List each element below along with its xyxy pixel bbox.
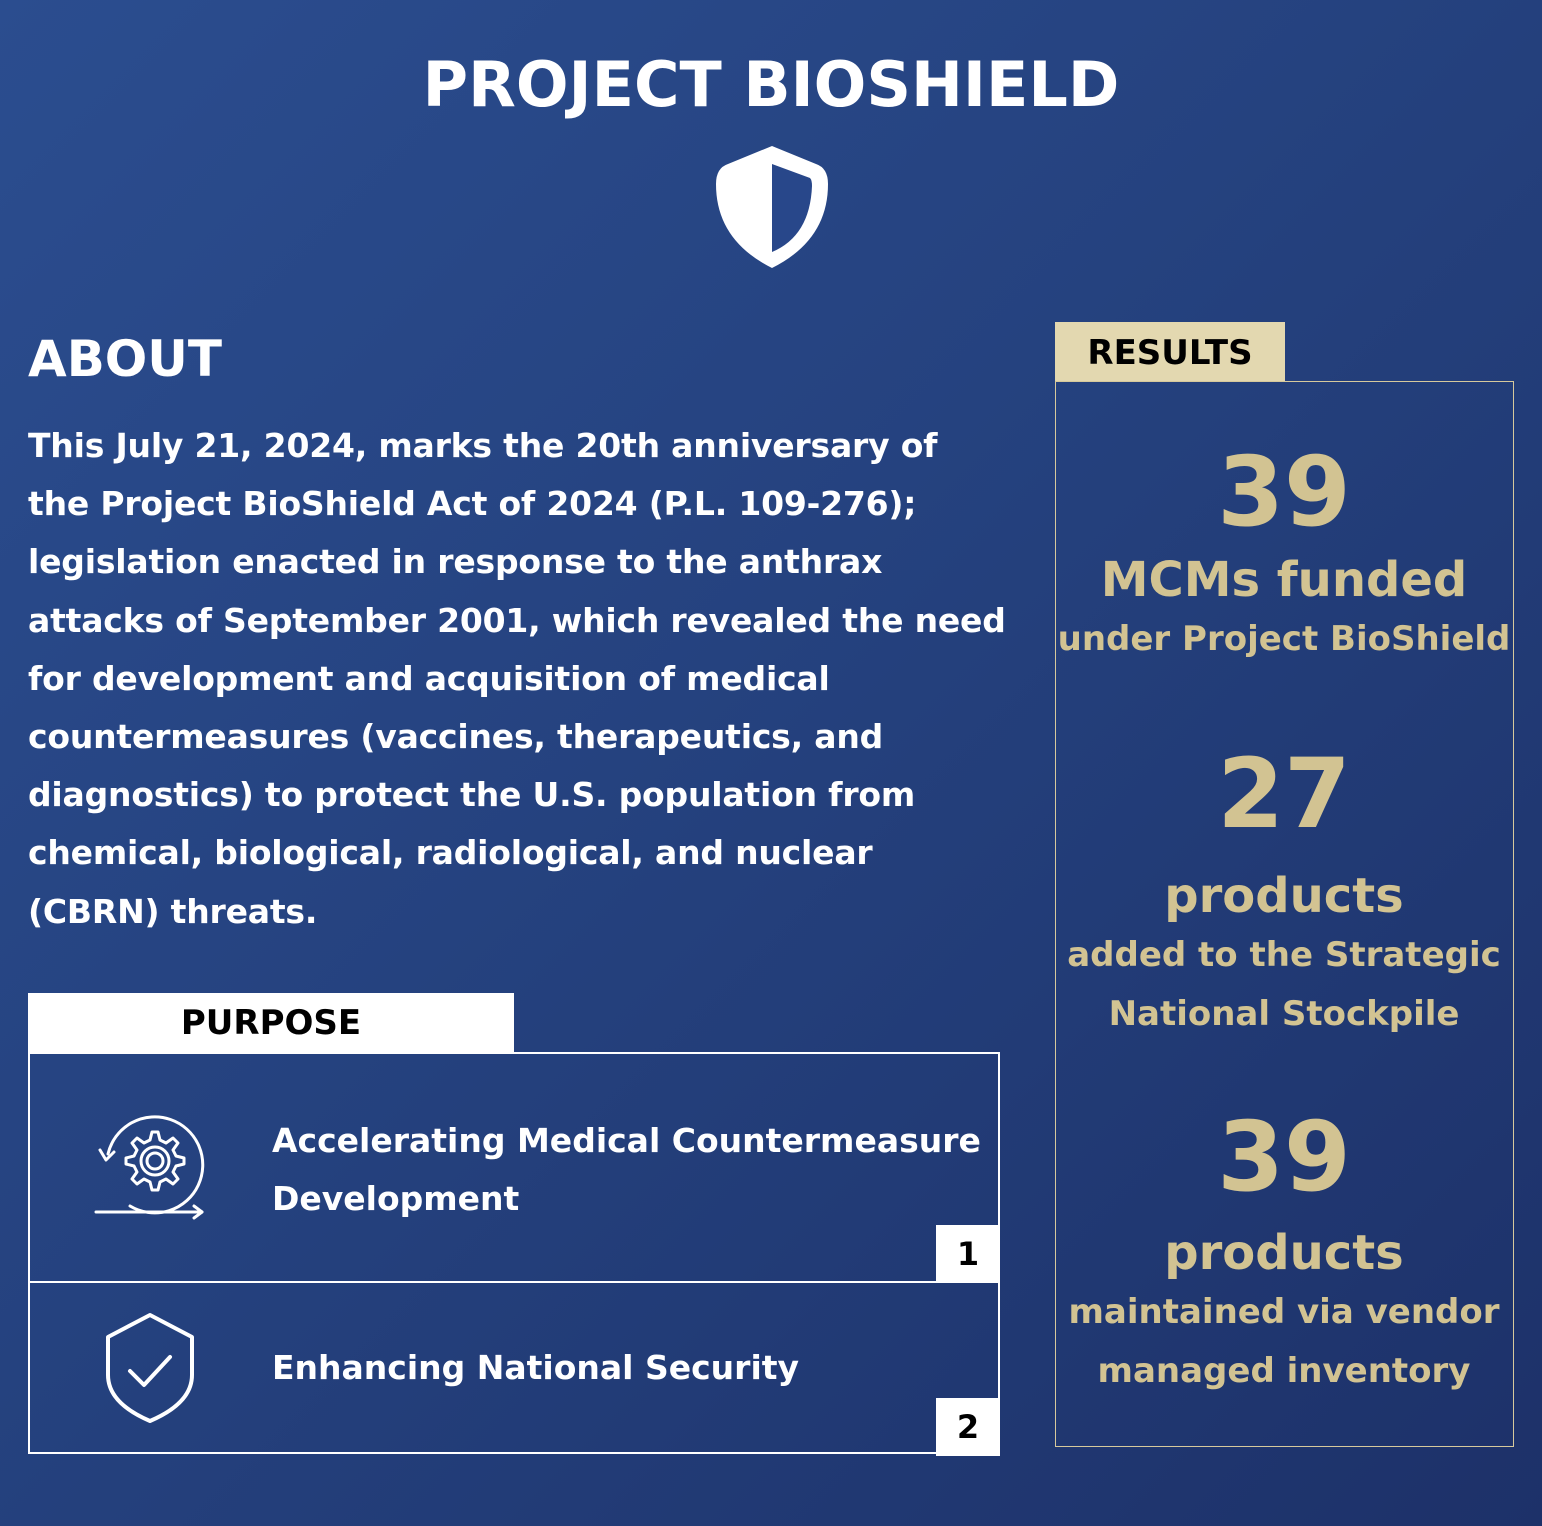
stat-value: 39 [1217, 436, 1351, 548]
purpose-item-number: 2 [936, 1398, 1000, 1456]
stat-value: 39 [1217, 1101, 1351, 1213]
stat-value: 27 [1217, 738, 1351, 850]
purpose-item [30, 1054, 998, 1283]
about-body: This July 21, 2024, marks the 20th anniversary of the Project BioShield Act of 2024 (P.L. 109-276); legislation enacted in response to the anthrax attacks of September 2001, which revealed the need for development and acquisition of medical countermeasures (vaccines, therapeutics, and diagnostics) to protect the U.S. population from chemical, biological, radiological, and nuclear (CBRN) threats. [28, 426, 1006, 931]
purpose-item-number: 1 [936, 1225, 1000, 1283]
purpose-item [30, 1283, 998, 1454]
purpose-item-text: Accelerating Medical Countermeasure Development [272, 1121, 981, 1218]
result-stat [1056, 436, 1512, 669]
purpose-item-text: Enhancing National Security [272, 1348, 800, 1387]
purpose-heading: PURPOSE [28, 993, 514, 1053]
stat-description: added to the Strategic National Stockpile [1067, 935, 1501, 1034]
stat-unit: products [1164, 1225, 1404, 1281]
result-stat [1056, 1101, 1512, 1401]
shield-half-icon [708, 140, 836, 274]
stat-unit: products [1164, 868, 1404, 924]
results-heading: RESULTS [1055, 322, 1285, 382]
stat-unit: MCMs funded [1100, 552, 1468, 608]
gear-cycle-icon [94, 1112, 210, 1224]
stat-description: maintained via vendor managed inventory [1068, 1292, 1500, 1391]
stat-description: under Project BioShield [1057, 619, 1511, 659]
purpose-list [28, 1052, 1000, 1454]
shield-check-icon [102, 1311, 198, 1425]
page-title: PROJECT BIOSHIELD [422, 48, 1120, 121]
results-panel [1055, 381, 1514, 1447]
about-heading: ABOUT [28, 330, 223, 388]
result-stat [1056, 738, 1512, 1044]
